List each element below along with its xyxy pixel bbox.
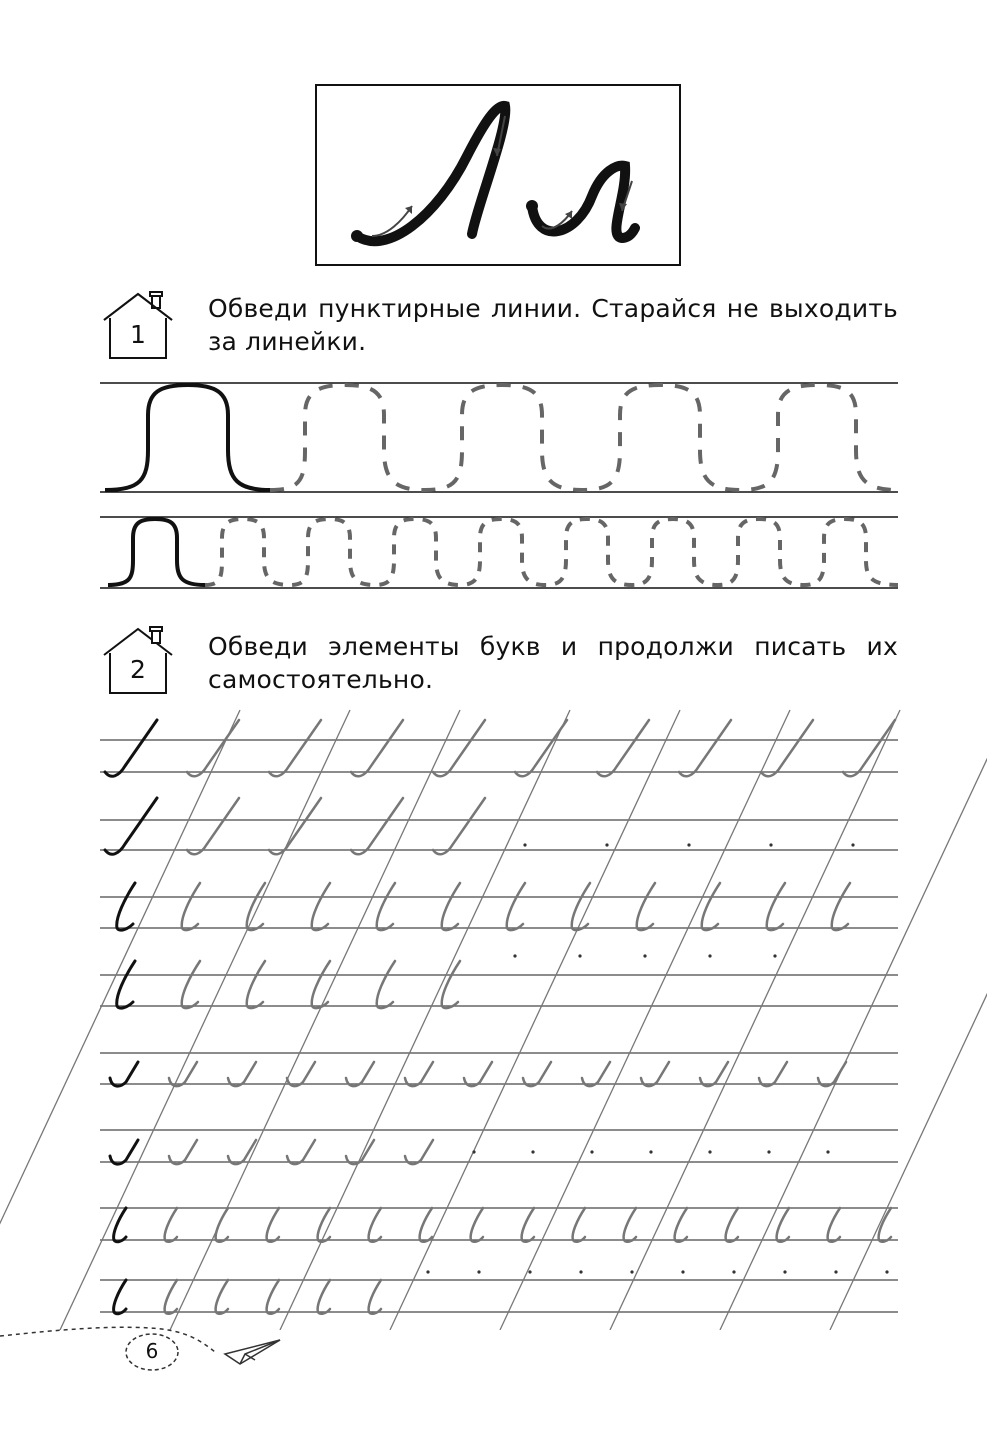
page-number: 6 xyxy=(145,1339,159,1363)
stroke-direction-arrow-icon xyxy=(372,116,632,236)
letter-sample-box xyxy=(315,84,681,266)
exercise-number: 1 xyxy=(130,320,146,349)
house-icon xyxy=(100,625,176,697)
arch-tracing-area xyxy=(0,370,987,600)
uppercase-letter-shape xyxy=(357,106,505,241)
sample-arch-large xyxy=(105,385,270,490)
trace-arches-large xyxy=(270,385,898,490)
exercise-2-instruction: Обведи элементы букв и продолжи писать их самостоятельно. xyxy=(208,632,898,694)
letter-sample-illustration xyxy=(317,86,679,264)
trace-arches-small xyxy=(205,519,898,585)
sample-arch-small xyxy=(108,519,205,585)
exercise-1-instruction: Обведи пунктирные линии. Старайся не выходить за линейки. xyxy=(208,294,898,356)
handwriting-practice-area xyxy=(0,700,987,1330)
lowercase-letter-shape xyxy=(532,166,635,238)
exercise-number: 2 xyxy=(130,655,146,684)
paper-plane-icon xyxy=(225,1340,280,1364)
house-icon xyxy=(100,290,176,362)
